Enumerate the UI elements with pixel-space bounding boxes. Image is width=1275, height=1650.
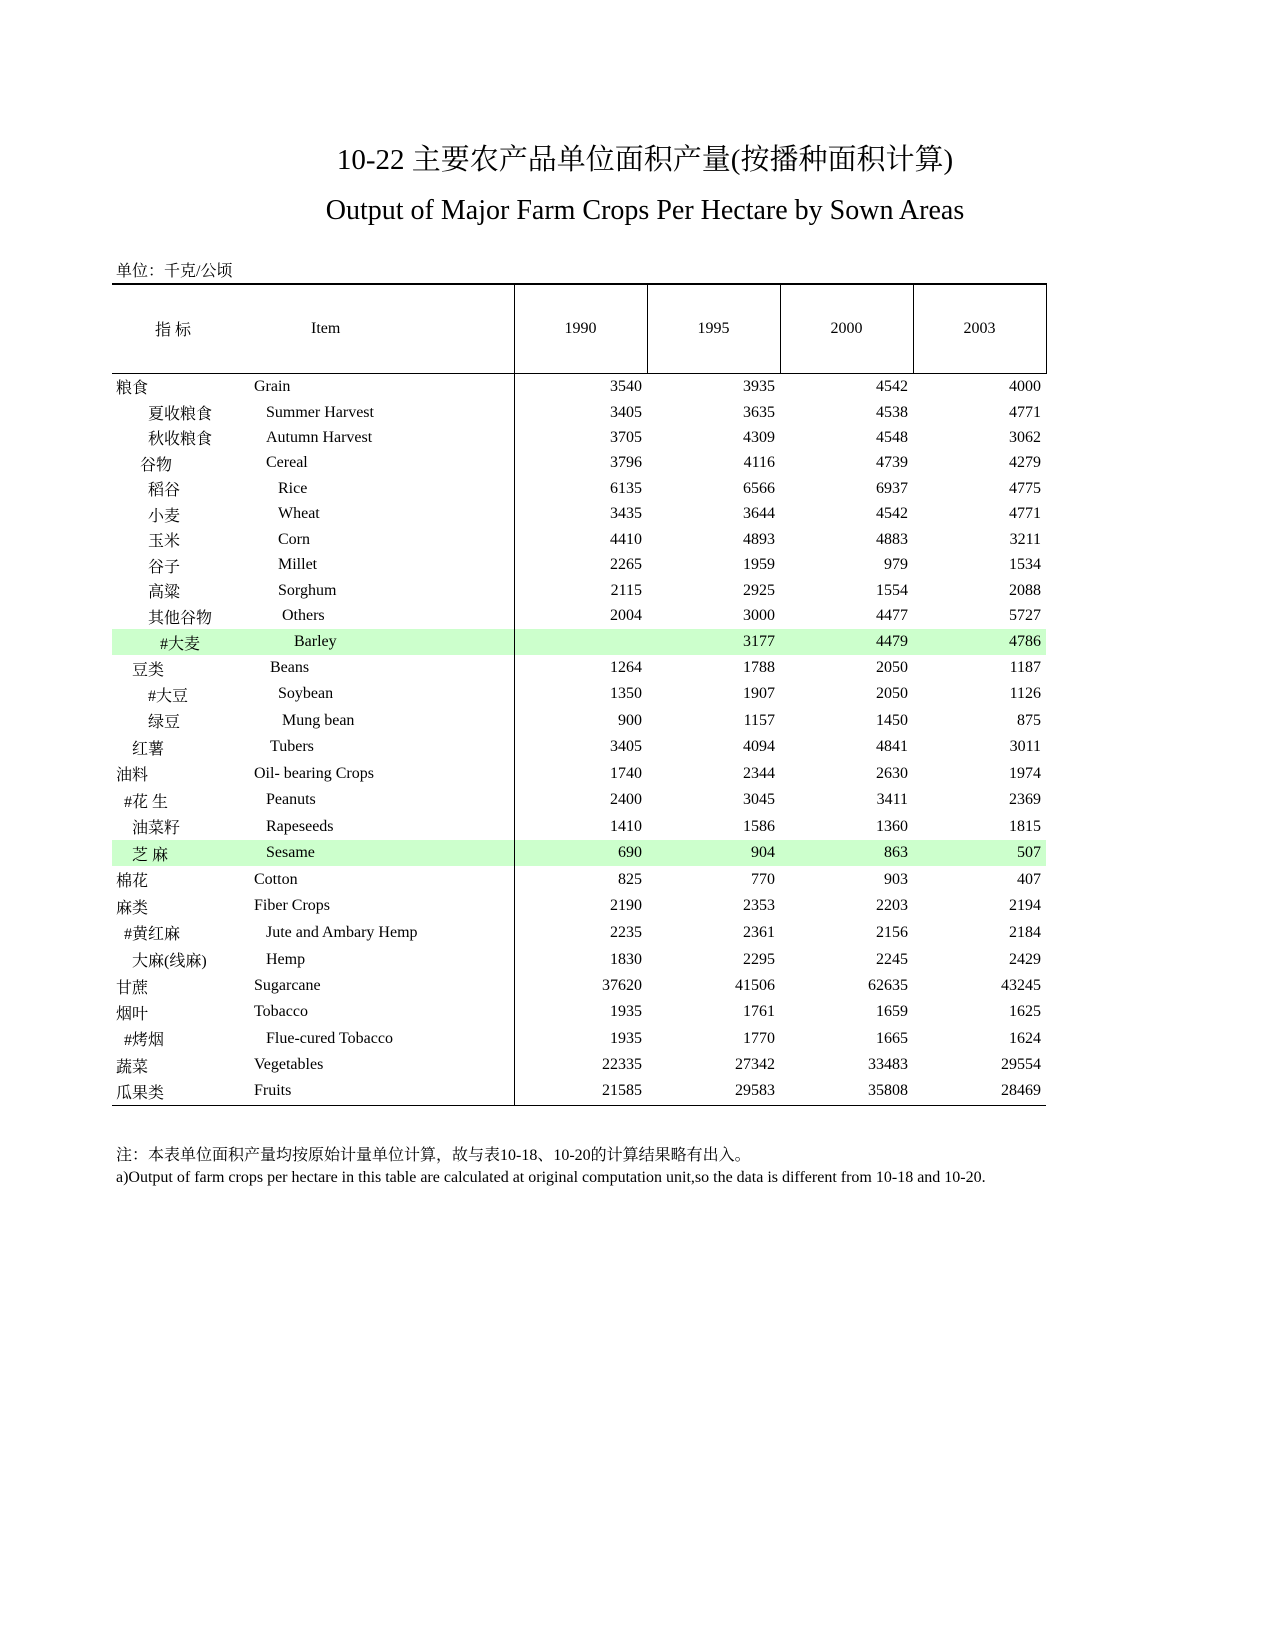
table-row bbox=[112, 425, 1046, 450]
header-year-2003: 2003 bbox=[913, 284, 1046, 373]
table-row bbox=[112, 476, 1046, 501]
table-row bbox=[112, 919, 1046, 946]
row-label-en: Hemp bbox=[266, 950, 306, 968]
row-label-cn: #烤烟 bbox=[124, 1032, 165, 1049]
row-label-en: Barley bbox=[254, 629, 514, 655]
value-cell-1995: 6566 bbox=[743, 479, 775, 497]
value-cell-2000: 863 bbox=[780, 840, 913, 866]
value-cell-2003: 3011 bbox=[1009, 738, 1041, 755]
row-label-cn: 油菜籽 bbox=[132, 820, 181, 837]
row-label-cn: 绿豆 bbox=[148, 714, 181, 731]
row-label-cn: 芝 麻 bbox=[112, 840, 254, 866]
value-cell-1995: 4309 bbox=[743, 428, 775, 446]
value-cell-2003: 1624 bbox=[1009, 1029, 1041, 1047]
value-cell-1990 bbox=[514, 629, 647, 655]
value-cell-1995: 3935 bbox=[743, 377, 775, 395]
value-cell-2000: 4477 bbox=[876, 607, 908, 624]
header-item-en: Item bbox=[254, 284, 514, 373]
value-cell-2003: 2088 bbox=[1009, 581, 1041, 599]
value-cell-1995: 1770 bbox=[743, 1029, 775, 1047]
row-label-cn: 夏收粮食 bbox=[148, 406, 213, 423]
row-label-cn: #大麦 bbox=[112, 629, 254, 655]
value-cell-1990: 1935 bbox=[514, 999, 647, 1025]
row-label-en: Oil- bearing Crops bbox=[254, 764, 374, 782]
value-cell-2000: 3411 bbox=[876, 791, 908, 808]
value-cell-1990: 3405 bbox=[514, 400, 647, 425]
value-cell-1990: 3435 bbox=[514, 501, 647, 527]
row-label-cn: 油料 bbox=[116, 767, 149, 784]
crop-output-table bbox=[112, 283, 1047, 1106]
table-row bbox=[112, 655, 1046, 681]
row-label-en: Tubers bbox=[270, 738, 314, 755]
value-cell-2000: 2203 bbox=[876, 897, 908, 914]
value-cell-1995: 1157 bbox=[743, 711, 775, 729]
row-label-cn: 烟叶 bbox=[116, 1005, 149, 1023]
value-cell-1995: 4116 bbox=[743, 454, 775, 471]
row-label-en: Grain bbox=[254, 377, 291, 395]
row-label-en: Sugarcane bbox=[254, 977, 321, 994]
row-label-cn: 豆类 bbox=[132, 661, 165, 679]
row-label-cn: #花 生 bbox=[124, 793, 169, 811]
row-label-en: Peanuts bbox=[266, 791, 316, 808]
value-cell-2003: 407 bbox=[1017, 870, 1041, 888]
table-header-row bbox=[112, 284, 1046, 373]
row-label-en: Beans bbox=[270, 659, 310, 676]
value-cell-2003: 2194 bbox=[1009, 897, 1041, 914]
value-cell-1995: 2295 bbox=[743, 950, 775, 968]
row-label-en: Rice bbox=[278, 479, 308, 497]
table-row bbox=[112, 1052, 1046, 1078]
row-label-cn: 瓜果类 bbox=[112, 1078, 254, 1105]
row-label-en: Summer Harvest bbox=[266, 403, 374, 421]
table-row bbox=[112, 787, 1046, 813]
value-cell-1990: 2190 bbox=[514, 893, 647, 919]
table-row bbox=[112, 999, 1046, 1025]
value-cell-1995: 3635 bbox=[743, 403, 775, 421]
value-cell-2003: 4000 bbox=[1009, 377, 1041, 395]
value-cell-1990: 1935 bbox=[514, 1025, 647, 1052]
value-cell-2000: 979 bbox=[884, 556, 908, 573]
value-cell-2000: 4841 bbox=[876, 738, 908, 755]
value-cell-1990: 1264 bbox=[514, 655, 647, 681]
row-label-en: Fiber Crops bbox=[254, 897, 330, 914]
value-cell-2003: 3211 bbox=[1009, 530, 1041, 548]
table-row bbox=[112, 603, 1046, 629]
value-cell-1990: 37620 bbox=[514, 973, 647, 999]
page-title-chinese: 10-22 主要农产品单位面积产量(按播种面积计算) bbox=[336, 144, 954, 176]
row-label-en: Flue-cured Tobacco bbox=[266, 1029, 393, 1047]
value-cell-2000: 2156 bbox=[876, 923, 908, 941]
value-cell-2000: 35808 bbox=[780, 1078, 913, 1105]
row-label-cn: 粮食 bbox=[116, 380, 149, 398]
value-cell-2003: 4775 bbox=[1009, 479, 1041, 497]
value-cell-1995: 29583 bbox=[647, 1078, 780, 1105]
row-label-cn: 其他谷物 bbox=[148, 609, 213, 627]
value-cell-1995: 3644 bbox=[743, 505, 775, 522]
value-cell-1995: 2353 bbox=[743, 897, 775, 914]
row-label-en: Millet bbox=[278, 556, 318, 573]
value-cell-2000: 1665 bbox=[876, 1029, 908, 1047]
value-cell-1995: 3177 bbox=[647, 629, 780, 655]
table-row bbox=[112, 893, 1046, 919]
row-label-en: Wheat bbox=[278, 505, 320, 522]
value-cell-1990: 1740 bbox=[514, 760, 647, 787]
value-cell-2000: 2050 bbox=[876, 685, 908, 702]
value-cell-1990: 3540 bbox=[514, 373, 647, 400]
row-label-cn: 甘蔗 bbox=[116, 979, 149, 997]
value-cell-2003: 3062 bbox=[1009, 428, 1041, 446]
value-cell-1990: 1350 bbox=[514, 681, 647, 707]
unit-label: 单位：千克/公顷 bbox=[116, 263, 233, 280]
table-row bbox=[112, 681, 1046, 707]
row-label-cn: #黄红麻 bbox=[124, 926, 181, 943]
value-cell-2003: 2369 bbox=[1009, 791, 1041, 808]
value-cell-1995: 904 bbox=[647, 840, 780, 866]
value-cell-1990: 2265 bbox=[514, 552, 647, 578]
row-label-en: Tobacco bbox=[254, 1003, 308, 1020]
value-cell-1995: 2344 bbox=[743, 764, 775, 782]
value-cell-2000: 1450 bbox=[876, 711, 908, 729]
row-label-cn: 棉花 bbox=[116, 873, 149, 890]
row-label-cn: 谷物 bbox=[140, 456, 173, 474]
row-label-en: Autumn Harvest bbox=[266, 428, 373, 446]
table-row bbox=[112, 629, 1046, 655]
value-cell-1990: 3796 bbox=[514, 450, 647, 476]
value-cell-2003: 1126 bbox=[1009, 685, 1041, 702]
row-label-cn: #大豆 bbox=[148, 687, 189, 705]
row-label-en: Soybean bbox=[278, 685, 334, 702]
value-cell-2000: 1360 bbox=[876, 817, 908, 835]
value-cell-2003: 2429 bbox=[1009, 950, 1041, 968]
table-row bbox=[112, 946, 1046, 973]
value-cell-1995: 770 bbox=[751, 870, 775, 888]
value-cell-1995: 1788 bbox=[743, 659, 775, 676]
value-cell-2000: 903 bbox=[884, 870, 908, 888]
table-row bbox=[112, 760, 1046, 787]
table-row bbox=[112, 552, 1046, 578]
value-cell-1990: 4410 bbox=[514, 527, 647, 552]
footnote-chinese: 注：本表单位面积产量均按原始计量单位计算，故与表10-18、10-20的计算结果略有出入。 bbox=[116, 1147, 751, 1164]
value-cell-2003: 1534 bbox=[1009, 556, 1041, 573]
value-cell-2000: 1659 bbox=[876, 1003, 908, 1020]
value-cell-1990: 1830 bbox=[514, 946, 647, 973]
row-label-en: Rapeseeds bbox=[266, 817, 334, 835]
value-cell-1990: 2004 bbox=[514, 603, 647, 629]
value-cell-1990: 900 bbox=[514, 707, 647, 734]
table-row bbox=[112, 501, 1046, 527]
row-label-cn: 秋收粮食 bbox=[148, 431, 213, 448]
row-label-cn: 谷子 bbox=[148, 558, 181, 576]
row-label-en: Cereal bbox=[266, 454, 308, 471]
value-cell-2000: 4538 bbox=[876, 403, 908, 421]
row-label-cn: 玉米 bbox=[148, 533, 181, 550]
header-year-2000: 2000 bbox=[780, 284, 913, 373]
table-row bbox=[112, 400, 1046, 425]
value-cell-2000: 4883 bbox=[876, 530, 908, 548]
value-cell-2000: 2245 bbox=[876, 950, 908, 968]
table-row bbox=[112, 527, 1046, 552]
header-year-1995: 1995 bbox=[647, 284, 780, 373]
value-cell-1990: 690 bbox=[514, 840, 647, 866]
row-label-en: Sorghum bbox=[278, 581, 337, 599]
row-label-cn: 稻谷 bbox=[148, 482, 181, 499]
table-row bbox=[112, 1078, 1046, 1105]
row-label-cn: 麻类 bbox=[116, 899, 149, 917]
value-cell-1995: 3045 bbox=[743, 791, 775, 808]
table-row bbox=[112, 707, 1046, 734]
value-cell-1995: 4893 bbox=[743, 530, 775, 548]
footnote-english: a)Output of farm crops per hectare in this table are calculated at original computation unit,so the data is different from 10-18 and 10-20. bbox=[116, 1169, 986, 1186]
value-cell-1995: 3000 bbox=[743, 607, 775, 624]
value-cell-1990: 1410 bbox=[514, 813, 647, 840]
row-label-en: Others bbox=[282, 607, 325, 624]
row-label-cn: 大麻(线麻) bbox=[132, 953, 207, 970]
table-row bbox=[112, 973, 1046, 999]
value-cell-2003: 2184 bbox=[1009, 923, 1041, 941]
row-label-en: Mung bean bbox=[282, 711, 355, 729]
value-cell-2000: 4739 bbox=[876, 454, 908, 471]
row-label-en: Sesame bbox=[254, 840, 514, 866]
row-label-en: Fruits bbox=[254, 1078, 514, 1105]
row-label-cn: 高粱 bbox=[148, 584, 181, 601]
value-cell-2003: 1625 bbox=[1009, 1003, 1041, 1020]
row-label-cn: 红薯 bbox=[132, 740, 165, 758]
table-row bbox=[112, 450, 1046, 476]
value-cell-2003: 43245 bbox=[1001, 977, 1041, 994]
value-cell-2000: 4542 bbox=[876, 377, 908, 395]
value-cell-1995: 27342 bbox=[735, 1056, 775, 1073]
value-cell-1990: 2235 bbox=[514, 919, 647, 946]
table-row bbox=[112, 734, 1046, 760]
row-label-en: Vegetables bbox=[254, 1056, 324, 1073]
value-cell-1995: 1586 bbox=[743, 817, 775, 835]
value-cell-1990: 6135 bbox=[514, 476, 647, 501]
value-cell-2000: 1554 bbox=[876, 581, 908, 599]
table-row bbox=[112, 813, 1046, 840]
value-cell-1995: 4094 bbox=[743, 738, 775, 755]
table-row bbox=[112, 1025, 1046, 1052]
value-cell-2003: 1974 bbox=[1009, 764, 1041, 782]
value-cell-2000: 2050 bbox=[876, 659, 908, 676]
row-label-cn: 蔬菜 bbox=[116, 1058, 149, 1076]
value-cell-2000: 4479 bbox=[780, 629, 913, 655]
table-row bbox=[112, 866, 1046, 893]
value-cell-2000: 33483 bbox=[868, 1056, 908, 1073]
table-row bbox=[112, 578, 1046, 603]
value-cell-2003: 5727 bbox=[1009, 607, 1041, 624]
value-cell-1990: 2400 bbox=[514, 787, 647, 813]
value-cell-2000: 6937 bbox=[876, 479, 908, 497]
table-row bbox=[112, 840, 1046, 866]
value-cell-1990: 22335 bbox=[514, 1052, 647, 1078]
value-cell-1990: 2115 bbox=[514, 578, 647, 603]
value-cell-1995: 2925 bbox=[743, 581, 775, 599]
value-cell-2000: 4542 bbox=[876, 505, 908, 522]
value-cell-2003: 1187 bbox=[1009, 659, 1041, 676]
value-cell-1990: 3405 bbox=[514, 734, 647, 760]
header-indicator-cn: 指 标 bbox=[112, 284, 254, 373]
value-cell-2003: 4771 bbox=[1009, 403, 1041, 421]
value-cell-1990: 825 bbox=[514, 866, 647, 893]
value-cell-1995: 2361 bbox=[743, 923, 775, 941]
row-label-cn: 小麦 bbox=[148, 507, 181, 525]
value-cell-2000: 62635 bbox=[868, 977, 908, 994]
value-cell-1995: 1959 bbox=[743, 556, 775, 573]
value-cell-2003: 4786 bbox=[913, 629, 1046, 655]
value-cell-1990: 21585 bbox=[514, 1078, 647, 1105]
value-cell-2003: 28469 bbox=[913, 1078, 1046, 1105]
value-cell-1995: 41506 bbox=[735, 977, 775, 994]
row-label-en: Cotton bbox=[254, 870, 298, 888]
value-cell-2003: 507 bbox=[913, 840, 1046, 866]
value-cell-2003: 1815 bbox=[1009, 817, 1041, 835]
header-year-1990: 1990 bbox=[514, 284, 647, 373]
table-row bbox=[112, 373, 1046, 400]
value-cell-1995: 1761 bbox=[743, 1003, 775, 1020]
value-cell-2003: 4279 bbox=[1009, 454, 1041, 471]
value-cell-2003: 875 bbox=[1017, 711, 1041, 729]
page-title-english: Output of Major Farm Crops Per Hectare by Sown Areas bbox=[325, 195, 965, 226]
value-cell-2000: 2630 bbox=[876, 764, 908, 782]
value-cell-2003: 29554 bbox=[1001, 1056, 1041, 1073]
value-cell-1995: 1907 bbox=[743, 685, 775, 702]
value-cell-2003: 4771 bbox=[1009, 505, 1041, 522]
row-label-en: Corn bbox=[278, 530, 310, 548]
value-cell-1990: 3705 bbox=[514, 425, 647, 450]
row-label-en: Jute and Ambary Hemp bbox=[266, 923, 418, 941]
value-cell-2000: 4548 bbox=[876, 428, 908, 446]
